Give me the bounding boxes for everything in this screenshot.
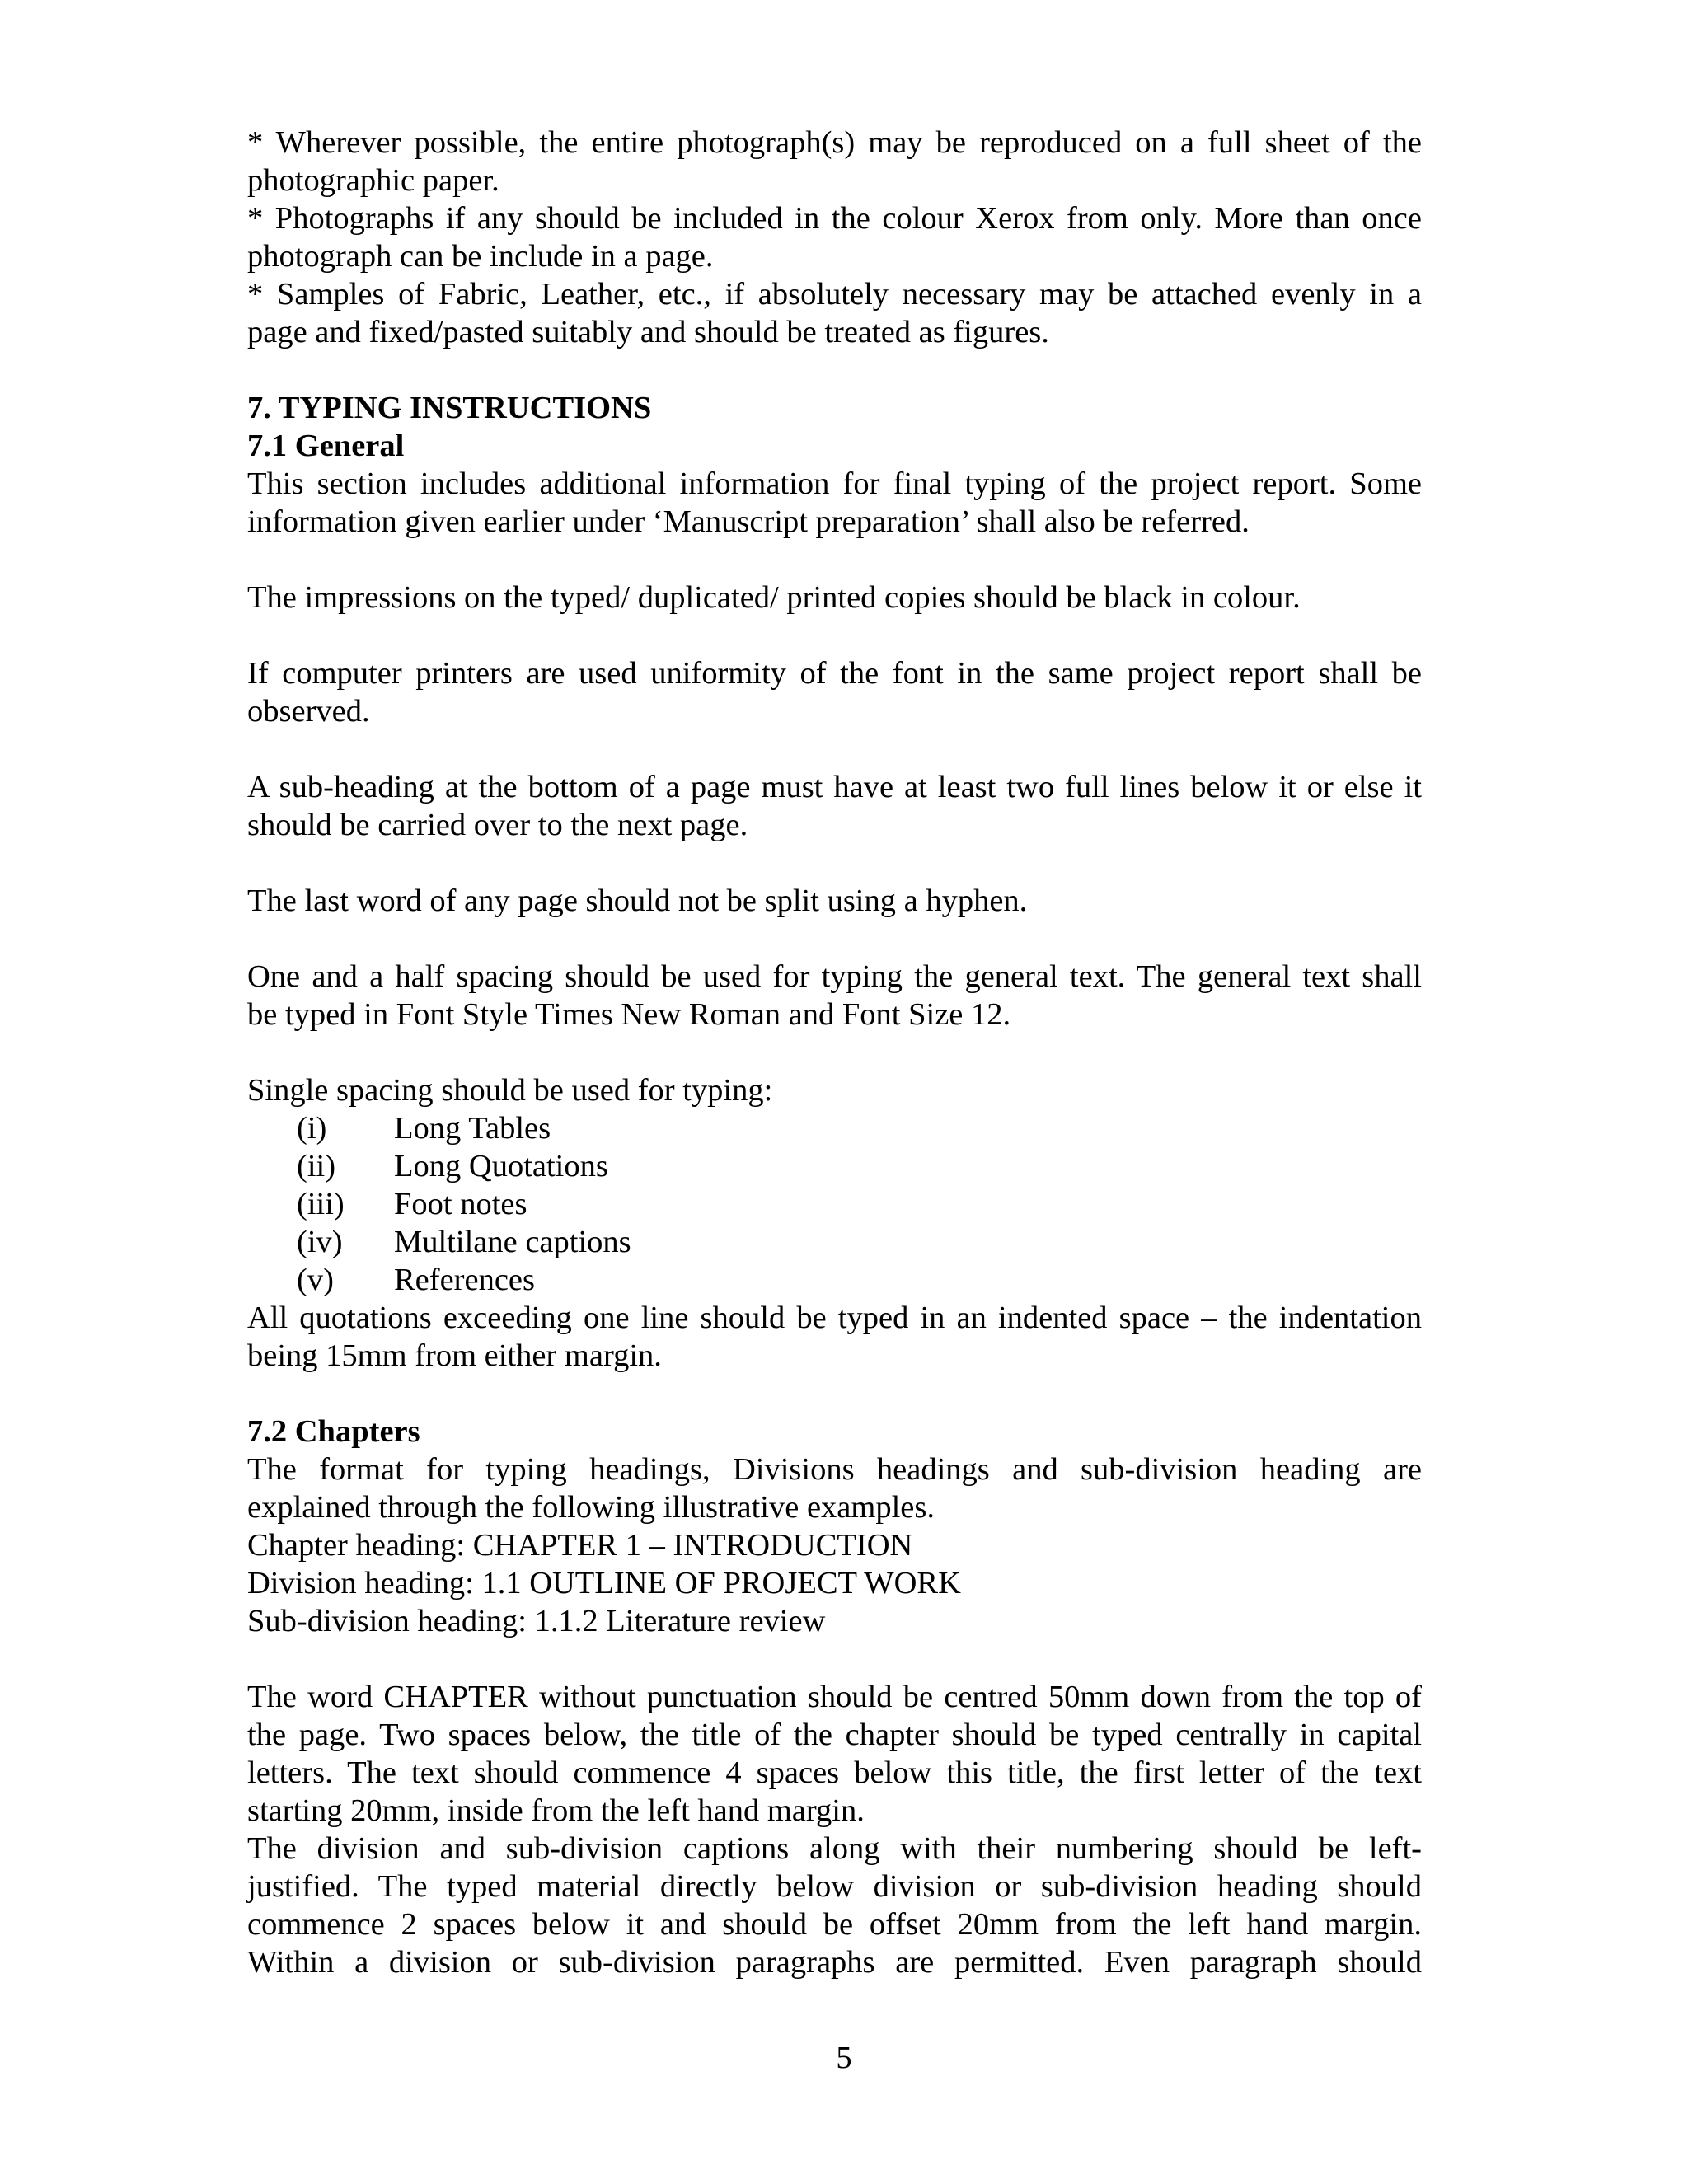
bullet-2-line-2: photograph can be include in a page. [247,239,714,274]
bullet-1-line-2: photographic paper. [247,163,499,198]
general-para-4-line-2: should be carried over to the next page. [247,808,748,842]
general-para-1-line-1: This section includes additional information for final typing of the project report. Some [247,466,1422,501]
list-item-number: (ii) [297,1149,336,1183]
spacing-list-intro: Single spacing should be used for typing: [247,1073,773,1108]
chapters-para-2-line-1: The word CHAPTER without punctuation should be centred 50mm down from the top of [247,1680,1422,1714]
list-item-text: Long Tables [394,1111,551,1146]
chapters-para-3-line-4: Within a division or sub-division paragraphs are permitted. Even paragraph should [247,1945,1422,1980]
example-division-heading: Division heading: 1.1 OUTLINE OF PROJECT WORK [247,1566,961,1601]
example-chapter-heading: Chapter heading: CHAPTER 1 – INTRODUCTION [247,1528,913,1563]
bullet-1-line-1: * Wherever possible, the entire photograph(s) may be reproduced on a full sheet of the [247,125,1422,160]
chapters-para-3-line-2: justified. The typed material directly below division or sub-division heading should [247,1869,1422,1904]
general-para-3-line-1: If computer printers are used uniformity of the font in the same project report shall be [247,656,1422,691]
bullet-3-line-2: page and fixed/pasted suitably and should be treated as figures. [247,315,1049,349]
general-para-2: The impressions on the typed/ duplicated/ printed copies should be black in colour. [247,580,1301,615]
list-item-text: Multilane captions [394,1225,631,1259]
subsection-heading-chapters: 7.2 Chapters [247,1414,420,1449]
chapters-para-3-line-1: The division and sub-division captions along with their numbering should be left- [247,1831,1422,1866]
subsection-heading-general: 7.1 General [247,429,405,463]
list-item-text: References [394,1263,535,1297]
page-number: 5 [836,2041,852,2075]
general-para-1-line-2: information given earlier under ‘Manuscript preparation’ shall also be referred. [247,504,1250,539]
chapters-para-2-line-4: starting 20mm, inside from the left hand margin. [247,1793,865,1828]
list-item-text: Long Quotations [394,1149,608,1183]
general-para-5: The last word of any page should not be split using a hyphen. [247,883,1028,918]
list-item-number: (iv) [297,1225,343,1259]
section-heading: 7. TYPING INSTRUCTIONS [247,391,652,425]
list-item-number: (iii) [297,1187,345,1221]
general-para-7-line-1: All quotations exceeding one line should be typed in an indented space – the indentation [247,1301,1422,1335]
chapters-para-1-line-2: explained through the following illustrative examples. [247,1490,935,1525]
example-subdivision-heading: Sub-division heading: 1.1.2 Literature review [247,1604,826,1638]
bullet-2-line-1: * Photographs if any should be included in the colour Xerox from only. More than once [247,201,1422,236]
list-item-text: Foot notes [394,1187,528,1221]
general-para-3-line-2: observed. [247,694,370,729]
chapters-para-2-line-3: letters. The text should commence 4 spaces below this title, the first letter of the text [247,1755,1422,1790]
list-item-number: (i) [297,1111,327,1146]
general-para-6-line-1: One and a half spacing should be used for typing the general text. The general text shall [247,959,1422,994]
general-para-7-line-2: being 15mm from either margin. [247,1338,662,1373]
list-item-number: (v) [297,1263,334,1297]
chapters-para-2-line-2: the page. Two spaces below, the title of the chapter should be typed centrally in capital [247,1718,1422,1752]
chapters-para-3-line-3: commence 2 spaces below it and should be offset 20mm from the left hand margin. [247,1907,1422,1942]
bullet-3-line-1: * Samples of Fabric, Leather, etc., if absolutely necessary may be attached evenly in a [247,277,1422,312]
general-para-6-line-2: be typed in Font Style Times New Roman and Font Size 12. [247,997,1011,1032]
general-para-4-line-1: A sub-heading at the bottom of a page must have at least two full lines below it or else it [247,770,1422,804]
chapters-para-1-line-1: The format for typing headings, Divisions headings and sub-division heading are [247,1452,1422,1487]
